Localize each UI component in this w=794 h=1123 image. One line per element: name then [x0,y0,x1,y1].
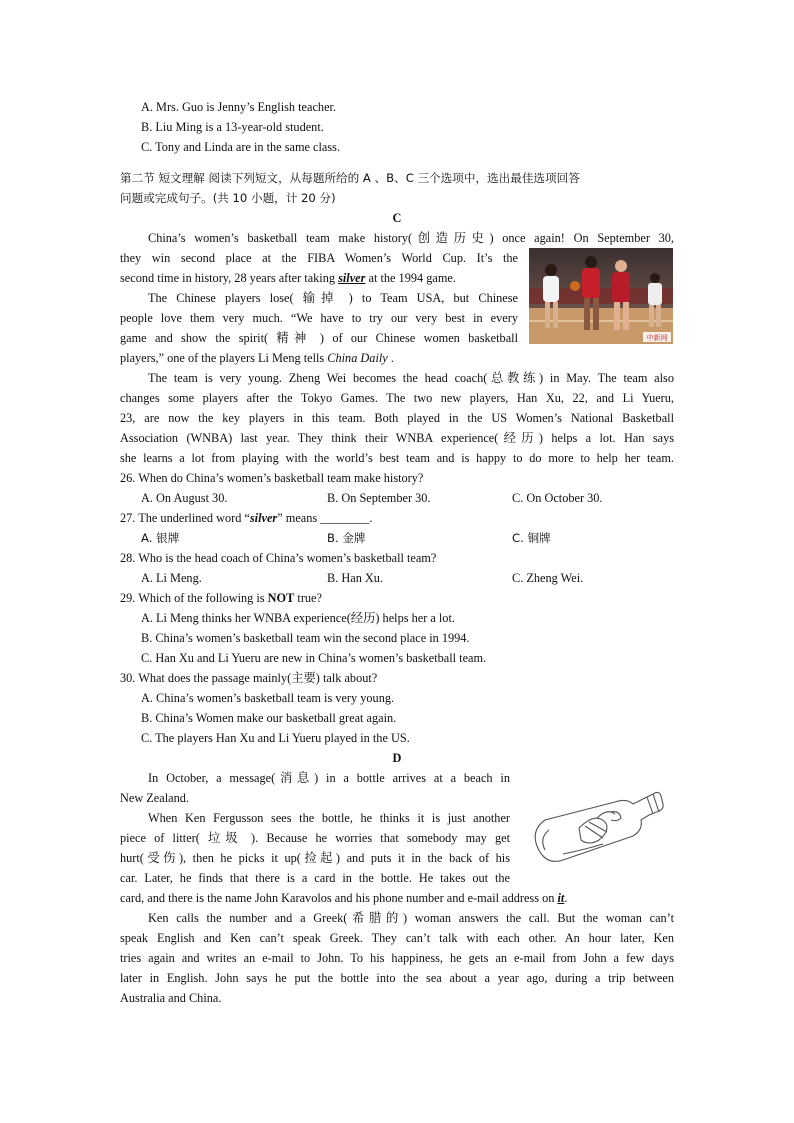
prev-option-b: B. Liu Ming is a 13-year-old student. [141,120,324,134]
passage-c-text: players,” one of the players Li Meng tells [120,351,328,365]
passage-c-text: second time in history, 28 years after taking [120,271,339,285]
question-29-option-a: A. Li Meng thinks her WNBA experience(经历) helps her a lot. [141,611,455,625]
message-bottle-illustration [523,768,675,876]
passage-d-line: piece of litter( 垃圾 ). Because he worries that somebody may get [120,831,510,845]
question-30-option-c: C. The players Han Xu and Li Yueru played in the US. [141,731,410,745]
question-26-stem: 26. When do China’s women’s basketball team make history? [120,471,424,485]
question-26-option-c: C. On October 30. [512,491,603,505]
question-27-stem [120,508,373,528]
question-28-option-b: B. Han Xu. [327,571,384,585]
passage-c-text: at the 1994 game. [365,271,456,285]
question-28-option-a: A. Li Meng. [141,571,202,585]
question-27-option-c: C. 铜牌 [512,531,551,545]
passage-c-line: people love them very much. “We have to try our very best in every [120,311,518,325]
passage-c-line: she learns a lot from playing with the world’s best team and is happy to do more to help her team. [120,451,674,465]
underlined-word-it: it [557,891,565,905]
passage-d-line [120,888,567,908]
question-27-text: ” means ________. [277,511,373,525]
passage-d-line: speak English and Ken can’t speak Greek. They can’t talk with each other. An hour later, Ken [120,931,674,945]
passage-c-text: . [387,351,394,365]
passage-c-line: they win second place at the FIBA Women’s World Cup. It’s the [120,251,518,265]
question-29-option-c: C. Han Xu and Li Yueru are new in China’s women’s basketball team. [141,651,487,665]
passage-c-line: Association (WNBA) last year. They think their WNBA experience(经历) helps a lot. Han says [120,431,674,445]
prev-option-a: A. Mrs. Guo is Jenny’s English teacher. [141,100,337,114]
passage-c-line: The team is very young. Zheng Wei becomes the head coach(总教练) in May. The team also [148,371,674,385]
passage-d-text: card, and there is the name John Karavolos and his phone number and e-mail address on [120,891,558,905]
passage-c-line: The Chinese players lose( 输掉 ) to Team USA, but Chinese [148,291,518,305]
passage-d-text: . [564,891,568,905]
section-instruction-line1: 第二节 短文理解 阅读下列短文，从每题所给的 A 、B、C 三个选项中，选出最佳选项回答 [120,171,580,185]
passage-d-line: hurt(受伤), then he picks it up(捡起) and puts it in the back of his [120,851,510,865]
question-30-option-b: B. China’s Women make our basketball great again. [141,711,397,725]
passage-d-line: tries again and writes an e-mail to John. To his happiness, he gets an e-mail from John a few days [120,951,674,965]
question-29-not: NOT [267,591,295,605]
passage-d-line: In October, a message(消息) in a bottle arrives at a beach in [148,771,510,785]
section-instruction-line2: 问题或完成句子。(共 10 小题，计 20 分) [120,191,336,205]
prev-option-c: C. Tony and Linda are in the same class. [141,140,341,154]
passage-d-line: later in English. John says he put the bottle into the sea about a year ago, during a trip between [120,971,674,985]
question-29-text: 29. Which of the following is [120,591,268,605]
passage-c-line [120,348,394,368]
passage-d-line: Australia and China. [120,991,222,1005]
question-29-text: true? [294,591,322,605]
passage-c-line: China’s women’s basketball team make history(创造历史) once again! On September 30, [148,231,674,245]
basketball-photo-illustration [529,248,673,344]
passage-c-line: changes some players after the Tokyo Games. The two new players, Han Xu, 22, and Li Yueru, [120,391,674,405]
passage-d-title: D [392,751,402,765]
question-30-option-a: A. China’s women’s basketball team is very young. [141,691,395,705]
passage-d-line: When Ken Fergusson sees the bottle, he thinks it is just another [148,811,510,825]
passage-c-line: game and show the spirit( 精神 ) of our Chinese women basketball [120,331,518,345]
question-29-stem [120,588,322,608]
basketball-photo [529,248,673,344]
passage-d-line: New Zealand. [120,791,189,805]
underlined-word-silver: silver [338,271,366,285]
question-27-option-b: B. 金牌 [327,531,366,545]
question-28-option-c: C. Zheng Wei. [512,571,584,585]
question-27-option-a: A. 银牌 [141,531,180,545]
question-27-word: silver [249,511,278,525]
passage-d-line: car. Later, he finds that there is a card in the bottle. He takes out the [120,871,510,885]
question-26-option-b: B. On September 30. [327,491,431,505]
question-26-option-a: A. On August 30. [141,491,228,505]
question-29-option-b: B. China’s women’s basketball team win the second place in 1994. [141,631,470,645]
bottle-icon [523,768,675,876]
passage-c-line: 23, are now the key players in this team. Both played in the US Women’s National Basketball [120,411,674,425]
photo-watermark: 中新网 [646,334,668,342]
question-30-stem: 30. What does the passage mainly(主要) talk about? [120,671,378,685]
question-28-stem: 28. Who is the head coach of China’s women’s basketball team? [120,551,437,565]
newspaper-name: China Daily [327,351,388,365]
passage-c-title: C [392,211,402,225]
passage-d-line: Ken calls the number and a Greek(希腊的) woman answers the call. But the woman can’t [148,911,674,925]
passage-c-line [120,268,456,288]
question-27-text: 27. The underlined word “ [120,511,250,525]
